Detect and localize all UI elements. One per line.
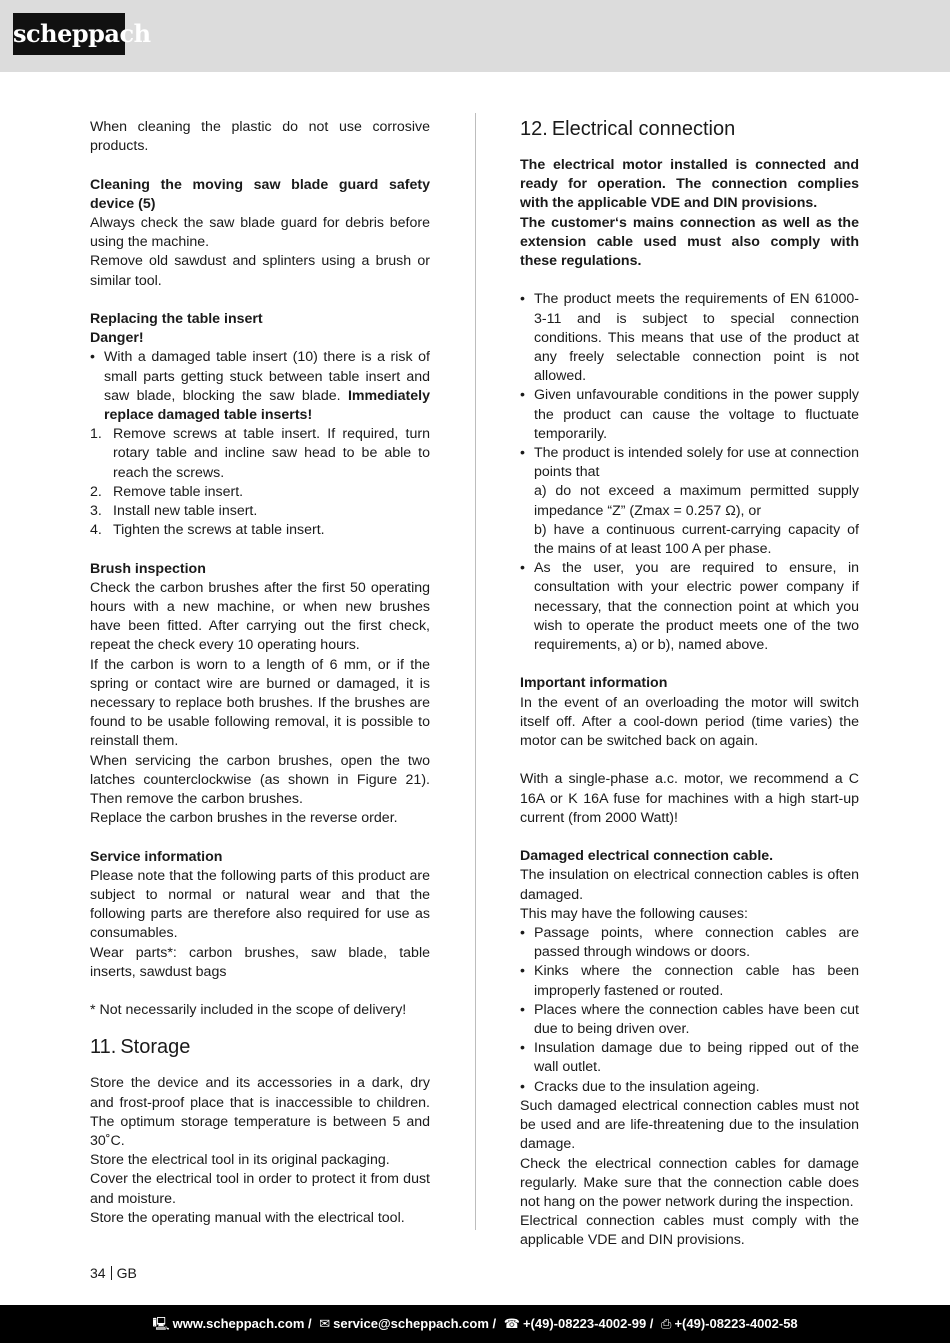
storage-text-3: Cover the electrical tool in order to protect it from dust and moisture. xyxy=(90,1171,430,1207)
electrical-intro-1: The electrical motor installed is connected and ready for operation. The connection complies with the applicable VDE and DIN provisions. xyxy=(520,157,859,212)
list-item: • Places where the connection cables have been cut due to being driven over. xyxy=(520,1001,859,1039)
page-number-footer xyxy=(90,1264,137,1283)
storage-text-2: Store the electrical tool in its original packaging. xyxy=(90,1152,390,1169)
right-column xyxy=(520,116,859,1251)
email-icon: ✉ xyxy=(319,1316,331,1331)
table-insert-warning-list xyxy=(90,348,430,425)
page-header xyxy=(0,0,950,72)
important-info-heading: Important information xyxy=(520,675,668,692)
list-item: • As the user, you are required to ensure, in consultation with your electric power company if necessary, that the connection point at which you wish to operate the product meets one of the two requirements, a) or b), named above. xyxy=(520,559,859,655)
table-insert-heading: Replacing the table insert xyxy=(90,311,263,327)
important-text-1: In the event of an overloading the motor will switch itself off. After a cool-down period (time varies) the motor can be switched back on again. xyxy=(520,694,859,750)
list-item: • Passage points, where connection cables are passed through windows or doors. xyxy=(520,924,859,962)
step-item: 2. Remove table insert. xyxy=(90,483,244,500)
guard-cleaning-heading: Cleaning the moving saw blade guard safety device (5) xyxy=(90,176,430,212)
danger-label: Danger! xyxy=(90,330,144,347)
list-item: • Kinks where the connection cable has been improperly fastened or routed. xyxy=(520,962,859,1000)
step-item: 1. Remove screws at table insert. If required, turn rotary table and incline saw head to be able to reach the screws. xyxy=(90,426,430,481)
damaged-text-1: The insulation on electrical connection cables is often damaged. xyxy=(520,867,859,903)
fax-icon: ⎙ xyxy=(661,1316,672,1331)
damaged-cable-heading: Damaged electrical connection cable. xyxy=(520,848,774,865)
contact-bar xyxy=(0,1305,950,1343)
list-item: • With a damaged table insert (10) there is a risk of small parts getting stuck between table insert and saw blade, blocking the saw blade. Immediately replace damaged table inserts! xyxy=(90,348,430,425)
phone-icon: ☎ xyxy=(503,1316,520,1331)
service-info-heading: Service information xyxy=(90,848,223,865)
electrical-intro-2: The customer‘s mains connection as well as the extension cable used must also comply with these regulations. xyxy=(520,214,859,270)
plastic-cleaning-note: When cleaning the plastic do not use corrosive products. xyxy=(90,119,430,155)
damaged-text-3: Such damaged electrical connection cables must not be used and are life-threatening due to the insulation damage. xyxy=(520,1097,859,1153)
step-item: 4. Tighten the screws at table insert. xyxy=(90,522,325,539)
brush-text-4: Replace the carbon brushes in the reverse order. xyxy=(90,810,398,827)
damaged-text-2: This may have the following causes: xyxy=(520,905,748,922)
left-column xyxy=(90,118,430,1228)
brush-text-3: When servicing the carbon brushes, open the two latches counterclockwise (as shown in Figure 21). Then remove the carbon brushes. xyxy=(90,752,430,808)
brush-inspection-heading: Brush inspection xyxy=(90,560,206,577)
service-text-1: Please note that the following parts of this product are subject to normal or natural wear and that the following parts are therefore also required for use as consumables. xyxy=(90,867,430,942)
delivery-footnote: * Not necessarily included in the scope of delivery! xyxy=(90,1002,407,1019)
page-number: 34 xyxy=(90,1265,106,1281)
fax-number: +(49)-08223-4002-58 xyxy=(674,1316,798,1331)
service-text-2: Wear parts*: carbon brushes, saw blade, table inserts, sawdust bags xyxy=(90,944,430,980)
damaged-text-5: Electrical connection cables must comply with the applicable VDE and DIN provisions. xyxy=(520,1213,859,1249)
list-item: • The product is intended solely for use at connection points that a) do not exceed a maximum permitted supply impedance “Z” (Zmax = 0.257 Ω), or b) have a continuous current-carrying capacity of the mains of at least 100 A per phase. xyxy=(520,444,859,559)
step-item: 3. Install new table insert. xyxy=(90,503,258,520)
column-divider xyxy=(475,113,476,1230)
brush-text-1: Check the carbon brushes after the first 50 operating hours with a new machine, or when new brushes have been fitted. After carrying out the first check, repeat the check every 10 operating hours. xyxy=(90,579,430,654)
storage-text-1: Store the device and its accessories in a dark, dry and frost-proof place that is inaccessible to children. The optimum storage temperature is between 5 and 30˚C. xyxy=(90,1075,430,1150)
website-link[interactable]: www.scheppach.com / xyxy=(172,1316,312,1331)
electrical-requirements-list xyxy=(520,290,859,655)
electrical-section-title: 12. Electrical connection xyxy=(520,118,736,140)
email-link[interactable]: service@scheppach.com / xyxy=(333,1316,497,1331)
damage-causes-list xyxy=(520,924,859,1097)
guard-cleaning-text-1: Always check the saw blade guard for debris before using the machine. xyxy=(90,215,430,251)
brand-logo: scheppach xyxy=(13,13,125,55)
phone-number: +(49)-08223-4002-99 / xyxy=(522,1316,654,1331)
storage-section-title: 11. Storage xyxy=(90,1036,191,1059)
damaged-text-4: Check the electrical connection cables for damage regularly. Make sure that the connection cable does not hang on the power network during the inspection. xyxy=(520,1155,859,1210)
storage-text-4: Store the operating manual with the electrical tool. xyxy=(90,1209,405,1226)
list-item: • The product meets the requirements of EN 61000-3-11 and is subject to special connection conditions. This means that use of the product at any freely selectable connection point is not allowed. xyxy=(520,290,859,386)
list-item: • Cracks due to the insulation ageing. xyxy=(520,1078,859,1097)
list-item: • Given unfavourable conditions in the power supply the product can cause the voltage to fluctuate temporarily. xyxy=(520,386,859,444)
list-item: • Insulation damage due to being ripped out of the wall outlet. xyxy=(520,1039,859,1077)
important-text-2: With a single-phase a.c. motor, we recommend a C 16A or K 16A fuse for machines with a high start-up current (from 2000 Watt)! xyxy=(520,771,859,826)
brush-text-2: If the carbon is worn to a length of 6 mm, or if the spring or contact wire are burned or damaged, it is necessary to replace both brushes. If the brushes are found to be usable following removal, it is possible to reinstall them. xyxy=(90,656,430,750)
computer-icon: 🖳 xyxy=(152,1316,170,1331)
guard-cleaning-text-2: Remove old sawdust and splinters using a brush or similar tool. xyxy=(90,253,430,289)
table-insert-steps xyxy=(90,425,430,540)
language-code: GB xyxy=(116,1265,137,1281)
